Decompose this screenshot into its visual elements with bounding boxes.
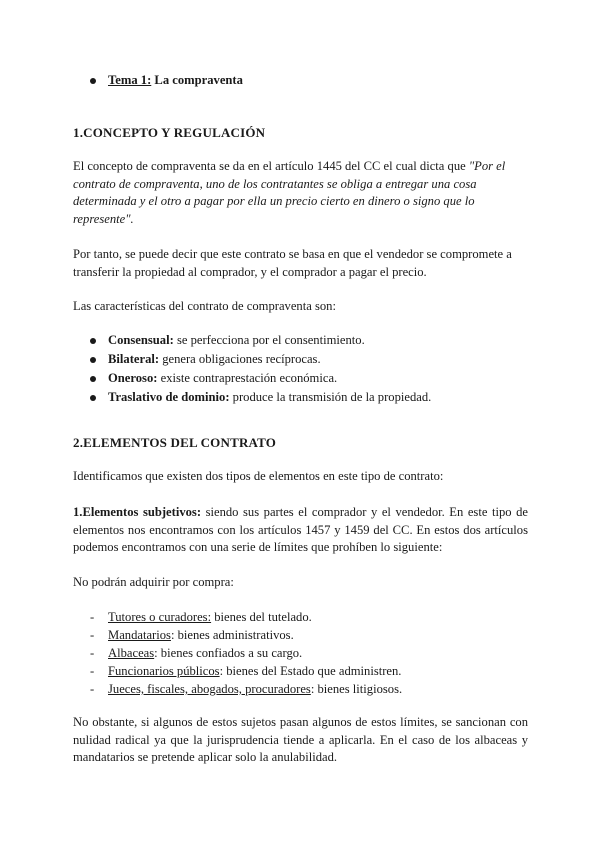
topic-title: La compraventa [151, 73, 243, 87]
list-item [90, 351, 530, 370]
dash-marker: - [90, 610, 95, 624]
list-item [90, 681, 530, 699]
characteristic-desc: existe contraprestación económica. [157, 371, 338, 385]
section1-heading: 1.CONCEPTO Y REGULACIÓN [73, 125, 266, 140]
prohibition-term: Albaceas [108, 646, 155, 660]
characteristic-desc: se perfecciona por el consentimiento. [173, 333, 365, 347]
bullet-icon [90, 338, 96, 344]
characteristic-desc: genera obligaciones recíprocas. [159, 352, 321, 366]
topic-item [90, 72, 530, 91]
dash-marker: - [90, 682, 95, 696]
dash-marker: - [90, 646, 95, 660]
section1-p1-quote: "Por el contrato de compraventa, uno de los contratantes se obliga a entregar una cosa determinada y el otro a pagar por ella un precio cierto en dinero o signo que lo represente". [73, 159, 506, 226]
section2-paragraph-1: Identificamos que existen dos tipos de elementos en este tipo de contrato: [73, 469, 444, 483]
prohibition-term: Tutores o curadores: [108, 610, 212, 624]
characteristic-term: Bilateral: [108, 352, 160, 366]
section1-paragraph-2: Por tanto, se puede decir que este contrato se basa en que el vendedor se compromete a transferir la propiedad al comprador, y el comprador a pagar el precio. [73, 247, 512, 279]
characteristic-term: Consensual: [108, 333, 174, 347]
dash-marker: - [90, 664, 95, 678]
bullet-icon [90, 357, 96, 363]
section1-paragraph-3: Las características del contrato de compraventa son: [73, 299, 336, 313]
prohibition-desc: : bienes litigiosos. [310, 682, 403, 696]
section2-paragraph-2 [73, 504, 528, 557]
characteristic-desc: produce la transmisión de la propiedad. [229, 390, 432, 404]
section2-p2-text: siendo sus partes el comprador y el vendedor. En este tipo de elementos nos encontramos con los artículos 1457 y 1459 del CC. En estos dos artículos podemos encontramos con una serie de límites que prohíben lo siguiente: [73, 505, 528, 555]
section2-heading: 2.ELEMENTOS DEL CONTRATO [73, 435, 277, 450]
bullet-icon [90, 395, 96, 401]
prohibition-desc: : bienes confiados a su cargo. [154, 646, 303, 660]
bullet-icon [90, 78, 96, 84]
bullet-icon [90, 376, 96, 382]
section2-paragraph-4: No obstante, si algunos de estos sujetos pasan algunos de estos límites, se sancionan con nulidad radical ya que la jurisprudencia tiende a aplicarla. En el caso de los albaceas y mandatarios se pretende aplicar solo la anulabilidad. [73, 715, 528, 765]
topic-list [90, 72, 530, 91]
prohibition-desc: bienes del tutelado. [211, 610, 312, 624]
characteristic-term: Traslativo de dominio: [108, 390, 230, 404]
list-item [90, 645, 530, 663]
characteristic-term: Oneroso: [108, 371, 158, 385]
characteristics-list [90, 332, 530, 408]
list-item [90, 389, 530, 408]
list-item [90, 370, 530, 389]
list-item [90, 609, 530, 627]
section1-p1-text: El concepto de compraventa se da en el artículo 1445 del CC el cual dicta que [73, 159, 469, 173]
list-item [90, 332, 530, 351]
topic-label: Tema 1: [108, 73, 152, 87]
prohibition-desc: : bienes del Estado que administren. [219, 664, 402, 678]
section2-p2-term: 1.Elementos subjetivos: [73, 505, 202, 519]
prohibition-term: Mandatarios [108, 628, 171, 642]
section2-paragraph-3: No podrán adquirir por compra: [73, 575, 234, 589]
prohibitions-list [90, 609, 530, 699]
prohibition-term: Jueces, fiscales, abogados, procuradores [108, 682, 311, 696]
prohibition-term: Funcionarios públicos [108, 664, 220, 678]
list-item [90, 627, 530, 645]
section1-paragraph-1 [73, 158, 528, 228]
dash-marker: - [90, 628, 95, 642]
prohibition-desc: : bienes administrativos. [170, 628, 294, 642]
list-item [90, 663, 530, 681]
